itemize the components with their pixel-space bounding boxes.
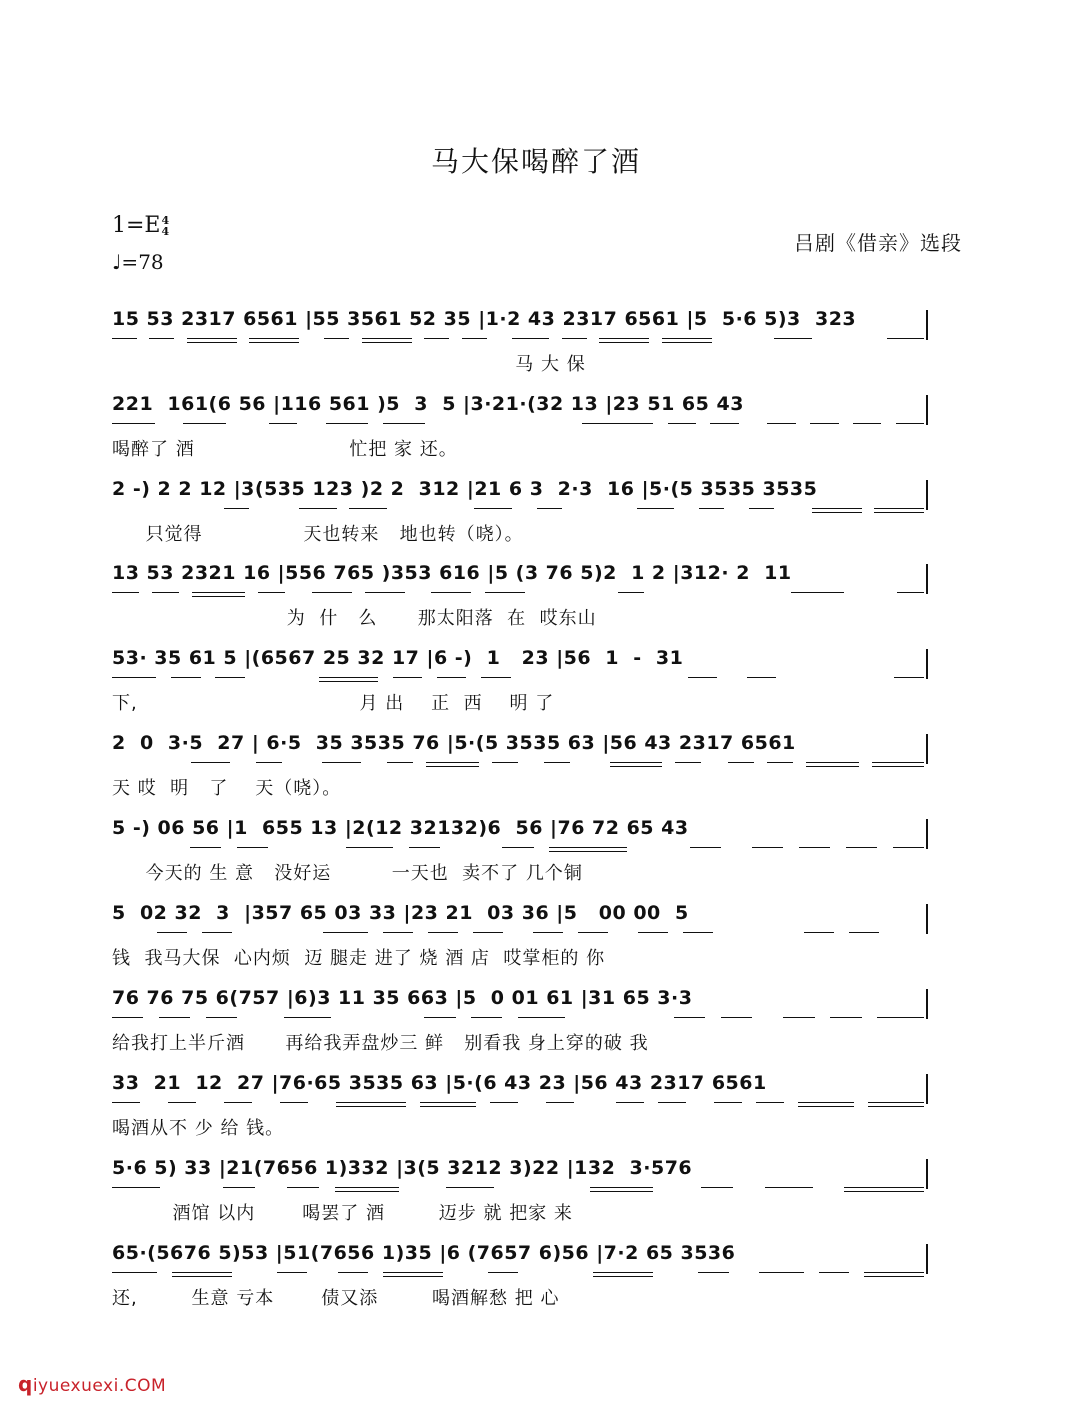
beam-underline xyxy=(767,762,793,763)
notation-line: 5·6 5) 33 |21(7656 1)332 |3(5 3212 3)22 |132 3·576 xyxy=(112,1157,693,1179)
beam-underline xyxy=(112,1102,140,1103)
beam-underline-double xyxy=(549,851,627,852)
beam-underline xyxy=(658,1102,686,1103)
beam-underline xyxy=(791,592,844,593)
lyrics-line: 喝酒从不 少 给 钱。 xyxy=(112,1118,285,1139)
beam-underline xyxy=(224,508,249,509)
beam-underline-double xyxy=(362,342,412,343)
beam-underline xyxy=(618,592,645,593)
beam-underline xyxy=(462,338,487,339)
beam-underline xyxy=(488,1272,518,1273)
beam-underline xyxy=(152,592,179,593)
beam-underline xyxy=(215,677,245,678)
beam-underline xyxy=(237,847,268,848)
beam-underline xyxy=(562,338,587,339)
lyrics-line: 钱 我马大保 心内烦 迈 腿走 进了 烧 酒 店 哎掌柜的 你 xyxy=(112,948,606,969)
beam-underline-double xyxy=(599,342,649,343)
beam-underline xyxy=(819,1272,849,1273)
beam-underline xyxy=(157,932,187,933)
beam-underline xyxy=(171,677,201,678)
beam-underline xyxy=(287,1187,319,1188)
beam-underline xyxy=(159,1017,190,1018)
beam-underline xyxy=(675,762,701,763)
notation-line: 2 0 3·5 27 | 6·5 35 3535 76 |5·(5 3535 63 |56 43 2317 6561 xyxy=(112,732,796,754)
beam-underline xyxy=(683,932,713,933)
beam-underline xyxy=(387,762,413,763)
beam-underline xyxy=(312,592,352,593)
beam-underline xyxy=(887,338,924,339)
beam-underline xyxy=(747,677,777,678)
beam-underline-double xyxy=(872,766,924,767)
beam-underline xyxy=(582,423,653,424)
beam-underline xyxy=(590,1187,654,1188)
notation-line: 2 -) 2 2 12 |3(535 123 )2 2 312 |21 6 3 2·3 16 |5·(5 3535 3535 xyxy=(112,478,818,500)
notation-line: 15 53 2317 6561 |55 3561 52 35 |1·2 43 2317 6561 |5 5·6 5)3 323 xyxy=(112,308,857,330)
beam-underline-double xyxy=(874,512,924,513)
beam-underline-double xyxy=(806,766,858,767)
beam-underline xyxy=(393,677,423,678)
beam-underline xyxy=(668,423,696,424)
beam-underline-double xyxy=(319,681,378,682)
page-title: 马大保喝醉了酒 xyxy=(430,145,641,178)
beam-underline xyxy=(224,1102,252,1103)
tempo-marking: ♩=78 xyxy=(112,250,164,274)
beam-underline xyxy=(112,677,156,678)
watermark-text: iyuexuexi.COM xyxy=(32,1376,167,1396)
beam-underline xyxy=(474,508,511,509)
beam-underline xyxy=(812,508,862,509)
beam-underline xyxy=(191,762,230,763)
beam-underline xyxy=(299,508,336,509)
beam-underline xyxy=(688,677,718,678)
beam-underline xyxy=(537,508,562,509)
beam-underline xyxy=(112,1187,160,1188)
beam-underline xyxy=(192,592,245,593)
beam-underline xyxy=(202,932,232,933)
beam-underline xyxy=(844,1187,924,1188)
beam-underline xyxy=(319,677,378,678)
beam-underline xyxy=(662,338,712,339)
beam-underline xyxy=(674,1017,705,1018)
beam-underline xyxy=(183,423,226,424)
beam-underline xyxy=(853,423,881,424)
beam-underline xyxy=(893,847,924,848)
beam-underline xyxy=(112,338,137,339)
beam-underline-double xyxy=(844,1191,924,1192)
beam-underline xyxy=(767,423,795,424)
beam-underline xyxy=(874,508,924,509)
lyrics-line: 今天的 生 意 没好运 一天也 卖不了 几个铜 xyxy=(112,863,583,884)
time-signature xyxy=(162,215,170,237)
beam-underline xyxy=(112,423,155,424)
beam-underline-double xyxy=(335,1191,399,1192)
beam-underline xyxy=(699,508,724,509)
beam-underline xyxy=(749,508,774,509)
beam-underline xyxy=(383,423,426,424)
beam-underline-double xyxy=(249,342,299,343)
notation-line: 65·(5676 5)53 |51(7656 1)35 |6 (7657 6)56 |7·2 65 3536 xyxy=(112,1242,736,1264)
beam-underline xyxy=(637,508,674,509)
beam-underline xyxy=(322,762,361,763)
beam-underline-double xyxy=(420,1106,476,1107)
beam-underline xyxy=(277,1272,307,1273)
beam-underline xyxy=(365,592,405,593)
beam-underline xyxy=(426,762,478,763)
beam-underline xyxy=(324,338,349,339)
barline xyxy=(926,310,928,340)
watermark-q: q xyxy=(18,1372,33,1396)
notation-line: 5 02 32 3 |357 65 03 33 |23 21 03 36 |5 00 00 5 xyxy=(112,902,689,924)
barline xyxy=(926,989,928,1019)
barline xyxy=(926,395,928,425)
barline xyxy=(926,1074,928,1104)
beam-underline xyxy=(383,1272,443,1273)
beam-underline xyxy=(578,932,608,933)
beam-underline xyxy=(638,932,668,933)
beam-underline xyxy=(249,338,299,339)
score-system xyxy=(112,902,924,982)
beam-underline xyxy=(756,1102,784,1103)
notation-line: 53· 35 61 5 |(6567 25 32 17 |6 -) 1 23 |56 1 - 31 xyxy=(112,647,684,669)
beam-underline xyxy=(544,762,570,763)
beam-underline xyxy=(810,423,838,424)
watermark xyxy=(18,1372,166,1396)
beam-underline-double xyxy=(590,1191,654,1192)
beam-underline xyxy=(894,677,924,678)
beam-underline xyxy=(409,847,440,848)
score-system xyxy=(112,308,924,388)
beam-underline xyxy=(759,1272,804,1273)
lyrics-line: 下, 月 出 正 西 明 了 xyxy=(112,693,555,714)
lyrics-line: 只觉得 天也转来 地也转（哓）。 xyxy=(112,524,524,545)
beam-underline xyxy=(765,1187,813,1188)
barline xyxy=(926,904,928,934)
beam-underline-double xyxy=(426,766,478,767)
key-signature xyxy=(112,213,169,238)
beam-underline xyxy=(877,1017,924,1018)
beam-underline-double xyxy=(812,512,862,513)
beam-underline xyxy=(481,677,511,678)
beam-underline xyxy=(849,932,879,933)
beam-underline xyxy=(549,847,627,848)
beam-underline xyxy=(492,762,518,763)
beam-underline xyxy=(868,1102,924,1103)
score-system xyxy=(112,478,924,558)
beam-underline xyxy=(323,932,368,933)
score-system xyxy=(112,732,924,812)
lyrics-line: 马 大 保 xyxy=(112,354,586,375)
score-system xyxy=(112,562,924,642)
beam-underline xyxy=(502,847,533,848)
score-system xyxy=(112,393,924,473)
source-label: 吕剧《借亲》选段 xyxy=(794,231,962,255)
barline xyxy=(926,564,928,594)
beam-underline xyxy=(190,847,221,848)
beam-underline xyxy=(701,1187,733,1188)
beam-underline xyxy=(490,1102,518,1103)
beam-underline xyxy=(326,423,369,424)
barline xyxy=(926,734,928,764)
beam-underline xyxy=(437,677,467,678)
beam-underline xyxy=(616,1102,644,1103)
beam-underline xyxy=(206,1017,237,1018)
beam-underline xyxy=(710,423,738,424)
notation-line: 76 76 75 6(757 |6)3 11 35 663 |5 0 01 61 |31 65 3·3 xyxy=(112,987,693,1009)
beam-underline xyxy=(336,1102,406,1103)
beam-underline xyxy=(383,932,413,933)
beam-underline xyxy=(804,932,834,933)
notation-line: 13 53 2321 16 |556 765 )353 616 |5 (3 76 5)2 1 2 |312· 2 11 xyxy=(112,562,792,584)
barline xyxy=(926,480,928,510)
beam-underline xyxy=(112,592,139,593)
beam-underline xyxy=(187,338,237,339)
lyrics-line: 酒馆 以内 喝罢了 酒 迈步 就 把家 来 xyxy=(112,1203,573,1224)
beam-underline xyxy=(593,1272,653,1273)
beam-underline xyxy=(783,1017,814,1018)
beam-underline xyxy=(533,932,563,933)
notation-line: 33 21 12 27 |76·65 3535 63 |5·(6 43 23 |56 43 2317 6561 xyxy=(112,1072,767,1094)
beam-underline xyxy=(752,847,783,848)
beam-underline xyxy=(428,932,458,933)
barline xyxy=(926,819,928,849)
beam-underline xyxy=(774,338,811,339)
barline xyxy=(926,1244,928,1274)
notation-line: 5 -) 06 56 |1 655 13 |2(12 32132)6 56 |76 72 65 43 xyxy=(112,817,689,839)
beam-underline xyxy=(424,1017,455,1018)
beam-underline xyxy=(798,1102,854,1103)
beam-underline-double xyxy=(192,596,245,597)
beam-underline xyxy=(431,592,471,593)
lyrics-line: 为 什 么 那太阳落 在 哎东山 xyxy=(112,608,597,629)
beam-underline xyxy=(698,1272,728,1273)
beam-underline-double xyxy=(187,342,237,343)
beam-underline xyxy=(223,1187,255,1188)
score-system xyxy=(112,1072,924,1152)
beam-underline xyxy=(799,847,830,848)
beam-underline xyxy=(897,592,924,593)
beam-underline-double xyxy=(798,1106,854,1107)
beam-underline xyxy=(610,762,662,763)
beam-underline xyxy=(546,1102,574,1103)
beam-underline xyxy=(168,1102,196,1103)
lyrics-line: 天 哎 明 了 天（哓）。 xyxy=(112,778,342,799)
beam-underline xyxy=(872,762,924,763)
beam-underline xyxy=(690,847,721,848)
beam-underline-double xyxy=(864,1276,924,1277)
beam-underline xyxy=(714,1102,742,1103)
beam-underline xyxy=(258,592,285,593)
beam-underline-double xyxy=(336,1106,406,1107)
beam-underline xyxy=(806,762,858,763)
key-label: 1=E xyxy=(112,213,161,238)
beam-underline xyxy=(349,508,386,509)
beam-underline xyxy=(599,338,649,339)
beam-underline-double xyxy=(610,766,662,767)
beam-underline xyxy=(830,1017,861,1018)
beam-underline xyxy=(896,423,924,424)
beam-underline xyxy=(269,423,297,424)
beam-underline-double xyxy=(868,1106,924,1107)
beam-underline xyxy=(846,847,877,848)
notation-line: 221 161(6 56 |116 561 )5 3 5 |3·21·(32 13 |23 51 65 43 xyxy=(112,393,744,415)
beam-underline xyxy=(473,932,503,933)
beam-underline xyxy=(346,847,393,848)
beam-underline xyxy=(424,338,449,339)
beam-underline xyxy=(172,1272,232,1273)
beam-underline-double xyxy=(662,342,712,343)
beam-underline xyxy=(149,338,174,339)
beam-underline xyxy=(338,1272,368,1273)
beam-underline-double xyxy=(593,1276,653,1277)
beam-underline xyxy=(280,1102,308,1103)
score-system xyxy=(112,647,924,727)
beam-underline xyxy=(721,1017,752,1018)
beam-underline xyxy=(728,762,754,763)
beam-underline-double xyxy=(383,1276,443,1277)
beam-underline xyxy=(446,1187,494,1188)
beam-underline xyxy=(420,1102,476,1103)
lyrics-line: 喝醉了 酒 忙把 家 还。 xyxy=(112,439,458,460)
beam-underline xyxy=(335,1187,399,1188)
beam-underline xyxy=(471,1017,502,1018)
barline xyxy=(926,649,928,679)
beam-underline xyxy=(864,1272,924,1273)
barline xyxy=(926,1159,928,1189)
score-system xyxy=(112,987,924,1067)
time-signature-bottom: 4 xyxy=(161,225,170,238)
beam-underline xyxy=(112,1017,143,1018)
beam-underline xyxy=(256,762,282,763)
score-system xyxy=(112,1157,924,1237)
beam-underline xyxy=(485,592,525,593)
beam-underline-double xyxy=(172,1276,232,1277)
beam-underline xyxy=(112,1272,157,1273)
score-system xyxy=(112,817,924,897)
lyrics-line: 给我打上半斤酒 再给我弄盘炒三 鲜 别看我 身上穿的破 我 xyxy=(112,1033,649,1054)
score-system xyxy=(112,1242,924,1322)
beam-underline xyxy=(362,338,412,339)
beam-underline xyxy=(518,1017,565,1018)
beam-underline xyxy=(512,338,549,339)
lyrics-line: 还, 生意 亏本 债又添 喝酒解愁 把 心 xyxy=(112,1288,560,1309)
beam-underline xyxy=(284,1017,331,1018)
time-signature-top: 4 xyxy=(161,214,170,227)
